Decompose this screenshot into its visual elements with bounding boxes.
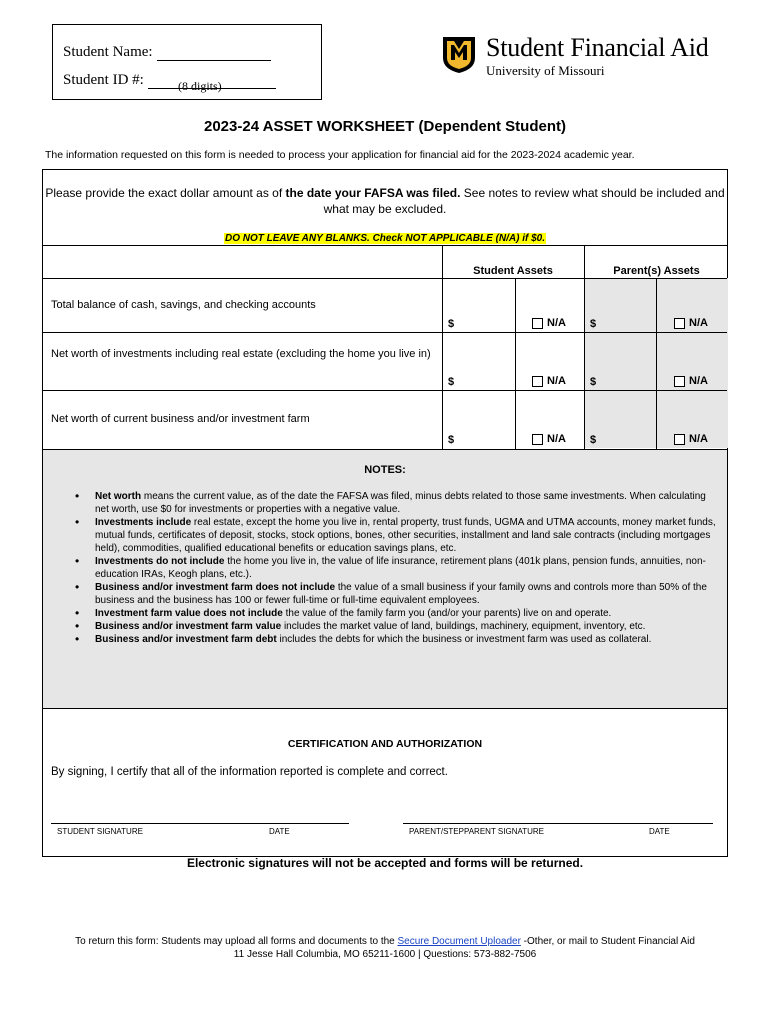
parent-cash-na-checkbox[interactable]	[674, 317, 708, 329]
na-label: N/A	[547, 433, 566, 445]
parent-business-na-checkbox[interactable]	[674, 433, 708, 445]
note-item	[75, 620, 719, 633]
na-label: N/A	[689, 433, 708, 445]
parent-signature-label: PARENT/STEPPARENT SIGNATURE	[409, 827, 544, 836]
row-divider	[43, 390, 727, 391]
col-divider	[656, 278, 657, 449]
student-signature-label: STUDENT SIGNATURE	[57, 827, 143, 836]
asset-form	[42, 169, 728, 857]
student-date-label: DATE	[269, 827, 290, 836]
student-cash-input[interactable]: $	[448, 318, 455, 330]
note-term: Business and/or investment farm debt	[95, 634, 277, 645]
note-text: includes the market value of land, buildings, machinery, equipment, inventory, etc.	[281, 621, 646, 632]
student-name-row	[63, 33, 321, 61]
note-item	[75, 555, 719, 581]
col-divider	[515, 278, 516, 449]
note-text: the value of a small business if your family owns and controls more than 50% of the business and the business has 100 or fewer full-time or full-time equivalent employees.	[95, 582, 707, 606]
na-label: N/A	[689, 317, 708, 329]
parent-cash-input[interactable]: $	[590, 318, 597, 330]
note-item	[75, 581, 719, 607]
mizzou-logo	[442, 33, 709, 79]
secure-document-uploader-link[interactable]: Secure Document Uploader	[397, 936, 521, 947]
parent-signature-line[interactable]	[403, 823, 713, 824]
parent-investments-na-checkbox[interactable]	[674, 375, 708, 387]
note-text: the home you live in, the value of life insurance, retirement plans (401k plans, pension funds, annuities, non-education IRAs, Keogh plans, etc.).	[95, 556, 706, 580]
footer	[0, 935, 770, 961]
certification-title: CERTIFICATION AND AUTHORIZATION	[287, 738, 483, 750]
instructions-text-1: Please provide the exact dollar amount as of	[45, 186, 286, 200]
checkbox-icon	[532, 376, 543, 387]
student-cash-na-checkbox[interactable]	[532, 317, 566, 329]
student-investments-input[interactable]: $	[448, 376, 455, 388]
parent-shade	[584, 278, 656, 448]
row-divider	[43, 332, 727, 333]
student-assets-header: Student Assets	[473, 265, 553, 277]
note-term: Business and/or investment farm does not include	[95, 582, 336, 593]
row-label-investments: Net worth of investments including real estate (excluding the home you live in)	[51, 348, 431, 360]
note-term: Investments do not include	[95, 556, 225, 567]
parent-investments-input[interactable]: $	[590, 376, 597, 388]
student-business-input[interactable]: $	[448, 434, 455, 446]
na-label: N/A	[547, 375, 566, 387]
logo-title: Student Financial Aid	[486, 33, 709, 62]
warning-text: DO NOT LEAVE ANY BLANKS. Check NOT APPLICABLE (N/A) if $0.	[224, 233, 546, 244]
page-title: 2023-24 ASSET WORKSHEET (Dependent Student)	[204, 118, 566, 135]
note-term: Net worth	[95, 491, 142, 502]
certification-text: By signing, I certify that all of the information reported is complete and correct.	[51, 766, 448, 778]
footer-text-2: -Other, or mail to Student Financial Aid	[520, 936, 695, 947]
tiger-m-icon	[442, 36, 476, 74]
divider	[43, 245, 727, 246]
student-name-field[interactable]	[157, 46, 271, 61]
checkbox-icon	[674, 434, 685, 445]
student-investments-na-checkbox[interactable]	[532, 375, 566, 387]
note-item	[75, 516, 719, 555]
parent-assets-header: Parent(s) Assets	[613, 265, 700, 277]
student-id-box	[52, 24, 322, 100]
electronic-signature-note: Electronic signatures will not be accepted and forms will be returned.	[186, 856, 584, 870]
notes-title: NOTES:	[364, 464, 406, 476]
parent-business-input[interactable]: $	[590, 434, 597, 446]
note-text: the value of the family farm you (and/or your parents) live on and operate.	[282, 608, 612, 619]
note-item	[75, 607, 719, 620]
intro-text: The information requested on this form is needed to process your application for financial aid for the 2023-2024 academic year.	[45, 149, 635, 161]
checkbox-icon	[532, 318, 543, 329]
instructions-text-2: See notes to review what should be included and what may be excluded.	[323, 186, 725, 216]
row-label-cash: Total balance of cash, savings, and checking accounts	[51, 299, 316, 311]
student-name-label: Student Name:	[63, 44, 153, 60]
student-id-label: Student ID #:	[63, 72, 144, 88]
row-divider	[43, 278, 727, 279]
notes-list	[75, 490, 719, 646]
note-term: Investments include	[95, 517, 192, 528]
note-text: means the current value, as of the date the FAFSA was filed, minus debts related to those same investments. When calculating net worth, use $0 for investments or properties with a negative value.	[95, 491, 706, 515]
na-label: N/A	[689, 375, 708, 387]
logo-subtitle: University of Missouri	[486, 63, 605, 78]
parent-shade	[656, 278, 728, 448]
student-business-na-checkbox[interactable]	[532, 433, 566, 445]
checkbox-icon	[674, 318, 685, 329]
parent-date-label: DATE	[649, 827, 670, 836]
na-label: N/A	[547, 317, 566, 329]
warning-line	[43, 228, 727, 246]
footer-line-1	[0, 935, 770, 948]
note-text: real estate, except the home you live in, rental property, trust funds, UGMA and UTMA accounts, money market funds, mutual funds, certificates of deposit, stocks, stock options, bones, other securities, installment and land sale contracts (including mortgages held), commodities, qualified educational benefits or education savings plans, etc.	[95, 517, 716, 554]
footer-text-1: To return this form: Students may upload all forms and documents to the	[75, 936, 398, 947]
note-item	[75, 490, 719, 516]
footer-line-2: 11 Jesse Hall Columbia, MO 65211-1600 | Questions: 573-882-7506	[233, 949, 537, 960]
note-term: Investment farm value does not include	[95, 608, 283, 619]
student-signature-line[interactable]	[51, 823, 349, 824]
note-term: Business and/or investment farm value	[95, 621, 282, 632]
notes-section	[43, 449, 727, 709]
checkbox-icon	[532, 434, 543, 445]
digits-note: (8 digits)	[178, 79, 222, 93]
checkbox-icon	[674, 376, 685, 387]
note-text: includes the debts for which the business or investment farm was used as collateral.	[276, 634, 652, 645]
row-label-business: Net worth of current business and/or investment farm	[51, 413, 310, 425]
instructions-bold: the date your FAFSA was filed.	[285, 186, 461, 200]
note-item	[75, 633, 719, 646]
